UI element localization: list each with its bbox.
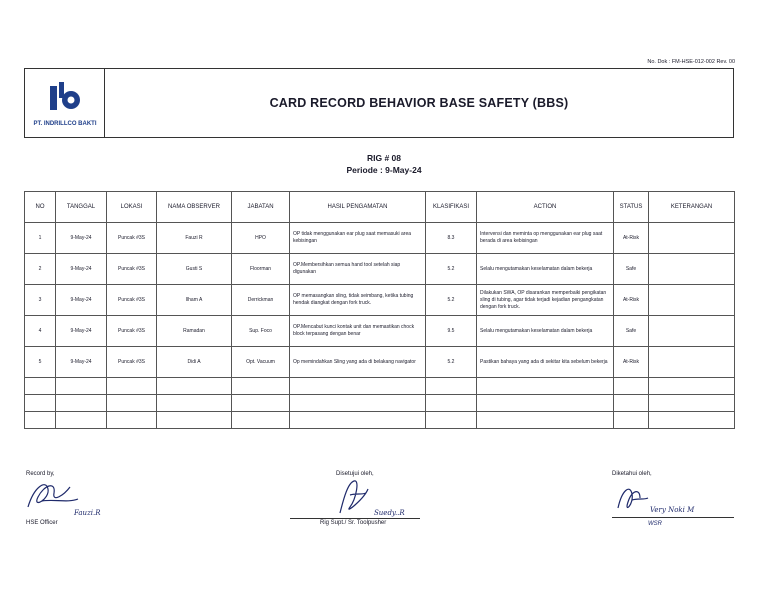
cell-klasifikasi: 5.2 [426, 347, 477, 378]
cell-lokasi: Puncak #3S [107, 285, 157, 316]
col-header-tanggal: TANGGAL [56, 192, 107, 223]
approve-signature-name: Suedy..R [374, 509, 405, 517]
cell-jabatan: Derrickman [232, 285, 290, 316]
cell-tanggal: 9-May-24 [56, 223, 107, 254]
cell-keterangan [649, 254, 735, 285]
cell-keterangan [649, 316, 735, 347]
empty-row [25, 395, 735, 412]
cell-lokasi: Puncak #3S [107, 254, 157, 285]
cell-status: At-Risk [614, 285, 649, 316]
cell-status: Safe [614, 316, 649, 347]
empty-row [25, 378, 735, 395]
empty-row [25, 412, 735, 429]
cell-no: 2 [25, 254, 56, 285]
cell-keterangan [649, 347, 735, 378]
company-name: PT. INDRILLCO BAKTI [33, 121, 97, 127]
approve-signature [320, 477, 430, 517]
cell-action: Selalu mengutamakan keselamatan dalam bekerja [477, 254, 614, 285]
known-signature [610, 480, 730, 520]
table-header-row [25, 192, 735, 223]
record-signature-name: Fauzi.R [74, 509, 101, 517]
known-role: WSR [648, 521, 662, 527]
cell-jabatan: Sup. Foco [232, 316, 290, 347]
col-header-lokasi: LOKASI [107, 192, 157, 223]
record-role: HSE Officer [26, 520, 58, 526]
cell-status: At-Risk [614, 223, 649, 254]
cell-jabatan: HPO [232, 223, 290, 254]
cell-action: Intervensi dan meminta op menggunakan ear plug saat berada di area kebisingan [477, 223, 614, 254]
document-number: No. Dok : FM-HSE-012-002 Rev. 00 [647, 59, 735, 65]
col-header-keterangan: KETERANGAN [649, 192, 735, 223]
cell-tanggal: 9-May-24 [56, 254, 107, 285]
cell-action: Selalu mengutamakan keselamatan dalam bekerja [477, 316, 614, 347]
periode-label: Periode : 9-May-24 [346, 165, 422, 175]
cell-hasil: OP.Mencabut kunci kontak unit dan memastikan chock block terpasang dengan benar [290, 316, 426, 347]
table-row [25, 316, 735, 347]
cell-klasifikasi: 8.3 [426, 223, 477, 254]
approve-role: Rig Supt./ Sr. Toolpusher [320, 520, 387, 526]
bbs-table [24, 191, 735, 429]
rig-label: RIG # 08 [366, 153, 402, 163]
cell-lokasi: Puncak #3S [107, 347, 157, 378]
col-header-action: ACTION [477, 192, 614, 223]
col-header-jabatan: JABATAN [232, 192, 290, 223]
table-row [25, 254, 735, 285]
known-signature-line [612, 517, 734, 518]
known-label: Diketahui oleh, [612, 471, 652, 477]
cell-klasifikasi: 9.5 [426, 316, 477, 347]
cell-no: 1 [25, 223, 56, 254]
cell-tanggal: 9-May-24 [56, 347, 107, 378]
cell-observer: Gusti S [157, 254, 232, 285]
cell-observer: Didi A [157, 347, 232, 378]
col-header-status: STATUS [614, 192, 649, 223]
cell-klasifikasi: 5.2 [426, 254, 477, 285]
cell-tanggal: 9-May-24 [56, 285, 107, 316]
cell-observer: Ramadan [157, 316, 232, 347]
table-row [25, 285, 735, 316]
cell-observer: Ilham A [157, 285, 232, 316]
table-row [25, 347, 735, 378]
record-by-label: Record by, [26, 471, 55, 477]
cell-tanggal: 9-May-24 [56, 316, 107, 347]
document-title: CARD RECORD BEHAVIOR BASE SAFETY (BBS) [269, 96, 569, 110]
approve-label: Disetujui oleh, [336, 471, 374, 477]
cell-lokasi: Puncak #3S [107, 316, 157, 347]
cell-jabatan: Opt. Vacuum [232, 347, 290, 378]
cell-action: Pastikan bahaya yang ada di sekitar kita sebelum bekerja [477, 347, 614, 378]
cell-hasil: OP memasangkan sling, tidak seimbang, ketika tubing hendak diangkat dengan fork truck. [290, 285, 426, 316]
cell-no: 5 [25, 347, 56, 378]
approve-signature-line [290, 518, 420, 519]
col-header-hasil: HASIL PENGAMATAN [290, 192, 426, 223]
cell-status: Safe [614, 254, 649, 285]
cell-hasil: Op memindahkan Sling yang ada di belakang navigator [290, 347, 426, 378]
cell-hasil: OP tidak menggunakan ear plug saat memasuki area kebisingan [290, 223, 426, 254]
cell-status: At-Risk [614, 347, 649, 378]
col-header-no: NO [25, 192, 56, 223]
cell-klasifikasi: 5.2 [426, 285, 477, 316]
cell-observer: Fauzi R [157, 223, 232, 254]
cell-keterangan [649, 223, 735, 254]
col-header-observer: NAMA OBSERVER [157, 192, 232, 223]
document-header [24, 68, 734, 138]
cell-no: 4 [25, 316, 56, 347]
cell-jabatan: Floorman [232, 254, 290, 285]
known-signature-name: Very Noki M [650, 506, 695, 514]
cell-lokasi: Puncak #3S [107, 223, 157, 254]
cell-keterangan [649, 285, 735, 316]
cell-hasil: OP.Membersihkan semua hand tool setelah siap digunakan [290, 254, 426, 285]
cell-action: Dilakukan SWA, OP disarankan memperbaiki pengikatan sling di tubing, agar tidak terjadi kejadian pengangkatan dengan fork truck. [477, 285, 614, 316]
cell-no: 3 [25, 285, 56, 316]
table-row [25, 223, 735, 254]
company-logo-icon [47, 80, 81, 114]
col-header-klasifikasi: KLASIFIKASI [426, 192, 477, 223]
record-signature [24, 477, 114, 517]
company-logo [25, 69, 105, 137]
